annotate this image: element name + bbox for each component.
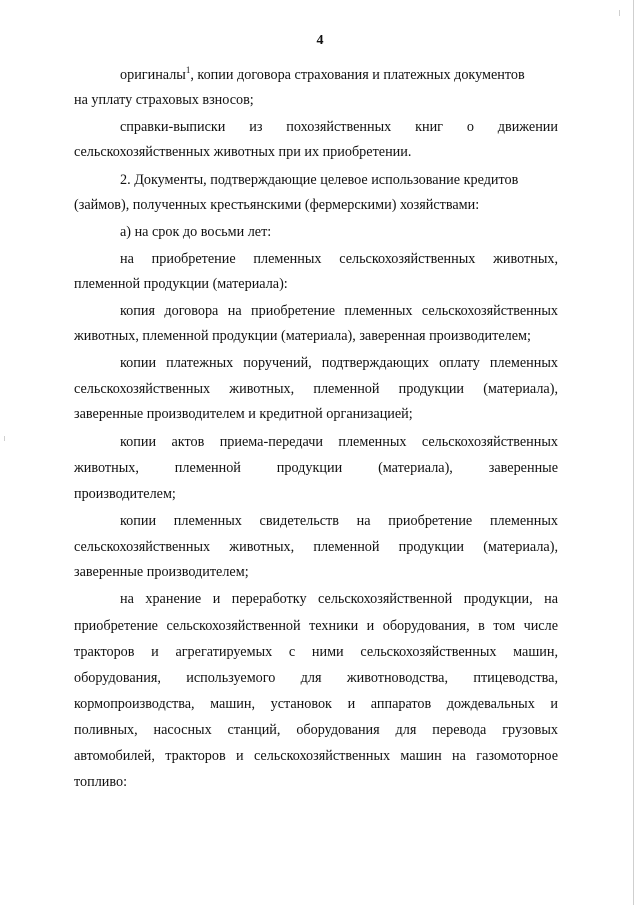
text-line: копии платежных поручений, подтверждающих оплату племенных	[120, 355, 558, 371]
text-line: а) на срок до восьми лет:	[120, 224, 272, 240]
text-line: автомобилей, тракторов и сельскохозяйственных машин на газомоторное	[74, 748, 558, 764]
text-line: приобретение сельскохозяйственной техники и оборудования, в том числе	[74, 618, 558, 634]
text-line: топливо:	[74, 774, 128, 790]
text-line: заверенные производителем;	[74, 564, 249, 580]
text-line: 2. Документы, подтверждающие целевое использование кредитов	[120, 172, 519, 188]
text-line: копия договора на приобретение племенных сельскохозяйственных	[120, 303, 558, 319]
page-number: 4	[316, 33, 324, 48]
text-line: производителем;	[74, 486, 176, 502]
text-line: на приобретение племенных сельскохозяйственных животных,	[120, 251, 558, 267]
text-line: сельскохозяйственных животных, племенной продукции (материала),	[74, 381, 558, 397]
footnote-marker: 1	[185, 65, 191, 75]
scan-edge-line	[633, 0, 634, 905]
text-line: животных, племенной продукции (материала), заверенные	[74, 460, 558, 476]
text-line: кормопроизводства, машин, установок и аппаратов дождевальных и	[74, 696, 558, 712]
text-line: копии племенных свидетельств на приобретение племенных	[120, 513, 558, 529]
text-line: животных, племенной продукции (материала), заверенная производителем;	[74, 328, 531, 344]
text-line: на уплату страховых взносов;	[74, 92, 254, 108]
text-line: сельскохозяйственных животных, племенной продукции (материала),	[74, 539, 558, 555]
text-line	[120, 66, 558, 84]
text-line: оборудования, используемого для животноводства, птицеводства,	[74, 670, 558, 686]
text-line: племенной продукции (материала):	[74, 276, 288, 292]
text-line: на хранение и переработку сельскохозяйственной продукции, на	[120, 591, 558, 607]
text-line: поливных, насосных станций, оборудования для перевода грузовых	[74, 722, 558, 738]
text-line: копии актов приема-передачи племенных сельскохозяйственных	[120, 434, 558, 450]
text-line: сельскохозяйственных животных при их приобретении.	[74, 144, 412, 160]
text-line: тракторов и агрегатируемых с ними сельскохозяйственных машин,	[74, 644, 558, 660]
text-line: заверенные производителем и кредитной организацией;	[74, 406, 413, 422]
text-fragment: оригиналы	[120, 67, 186, 83]
scan-speck	[619, 10, 620, 16]
text-line: (займов), полученных крестьянскими (фермерскими) хозяйствами:	[74, 197, 480, 213]
text-line: справки-выписки из похозяйственных книг о движении	[120, 119, 558, 135]
scan-speck	[4, 436, 5, 441]
text-fragment: , копии договора страхования и платежных документов	[190, 67, 525, 83]
